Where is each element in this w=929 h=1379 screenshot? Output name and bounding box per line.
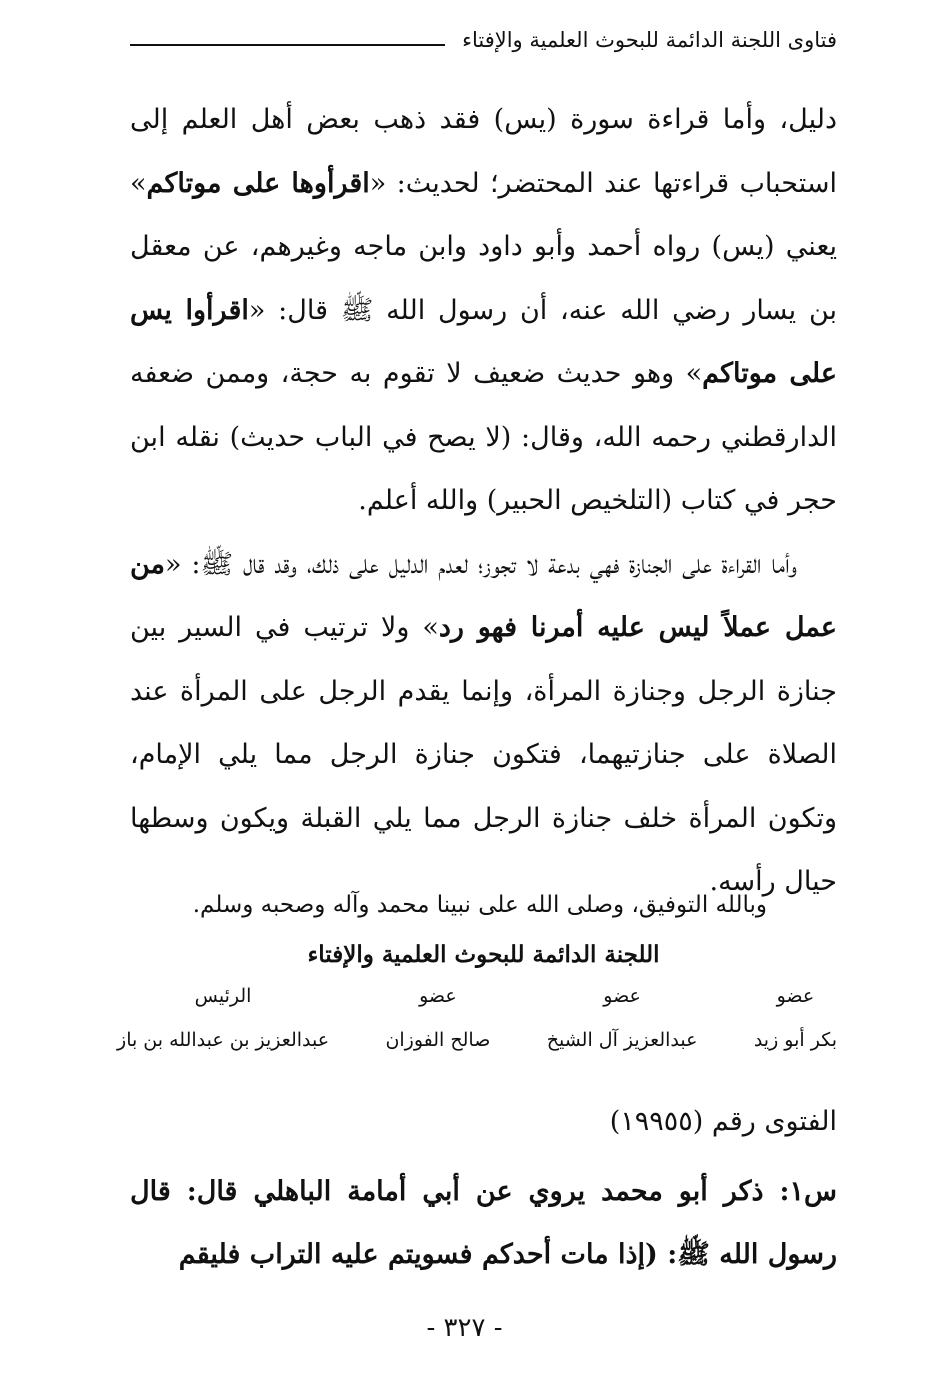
member-4: [117, 985, 329, 1051]
hadith-quote-1: اقرأوها على موتاكم: [146, 167, 370, 199]
member-2: [547, 985, 698, 1051]
running-header: [130, 28, 837, 62]
answer-paragraph-2: وأما القراءة على الجنازة فهي بدعة لا تجوز؛ لعدم الدليل على ذلك، وقد قال ﷺ: «من عمل عملاً ليس عليه أمرنا فهو رد» ولا ترتيب في السير بين جنازة الرجل وجنازة المرأة، وإنما يقدم الرجل على المرأة عند الصلاة على جنازتيهما، فتكون جنازة الرجل مما يلي الإمام، وتكون المرأة خلف جنازة الرجل مما يلي القبلة ويكون وسطها حيال رأسه.: [130, 548, 837, 897]
member-name: صالح الفوزان: [385, 1029, 491, 1051]
header-rule: [130, 44, 445, 46]
member-role: عضو: [419, 985, 457, 1007]
member-3: [385, 985, 490, 1051]
header-title: فتاوى اللجنة الدائمة للبحوث العلمية والإفتاء: [462, 28, 837, 52]
member-name: عبدالعزيز آل الشيخ: [546, 1029, 698, 1051]
hadith-quote-3: من عمل عملاً ليس عليه أمرنا فهو رد: [130, 548, 837, 643]
question-prefix: س١: ذكر أبو محمد يروي عن أبي أمامة الباهلي قال: قال رسول الله ﷺ:: [130, 1176, 837, 1270]
committee-members: [117, 985, 837, 1051]
question-quote: (إذا مات أحدكم فسويتم عليه التراب فليقم: [178, 1239, 658, 1270]
hadith-quote-2: اقرأوا يس على موتاكم: [130, 294, 837, 389]
question-text: [130, 1160, 837, 1286]
member-role: عضو: [603, 985, 641, 1007]
page-number: - ٣٢٧ -: [426, 1313, 503, 1343]
member-name: بكر أبو زيد: [753, 1029, 837, 1051]
committee-name: اللجنة الدائمة للبحوث العلمية والإفتاء: [307, 941, 660, 968]
fatwa-answer-text: [130, 88, 837, 914]
member-role: عضو: [776, 985, 815, 1007]
member-name: عبدالعزيز بن عبدالله بن باز: [117, 1029, 330, 1051]
closing-block: [130, 887, 837, 973]
member-1: [754, 985, 837, 1051]
answer-paragraph-1: دليل، وأما قراءة سورة (يس) فقد ذهب بعض أهل العلم إلى استحباب قراءتها عند المحتضر؛ لحديث: «اقرأوها على موتاكم» يعني (يس) رواه أحمد وأبو داود وابن ماجه وغيرهم، عن معقل بن يسار رضي الله عنه، أن رسول الله ﷺ قال: «اقرأوا يس على موتاكم» وهو حديث ضعيف لا تقوم به حجة، وممن ضعفه الدارقطني رحمه الله، وقال: (لا يصح في الباب حديث) نقله ابن حجر في كتاب (التلخيص الحبير) والله أعلم.: [130, 104, 838, 516]
fatwa-number: الفتوى رقم (١٩٩٥٥): [609, 1106, 837, 1137]
member-role: الرئيس: [194, 985, 252, 1007]
closing-prayer: وبالله التوفيق، وصلى الله على نبينا محمد وآله وصحبه وسلم.: [192, 892, 767, 918]
